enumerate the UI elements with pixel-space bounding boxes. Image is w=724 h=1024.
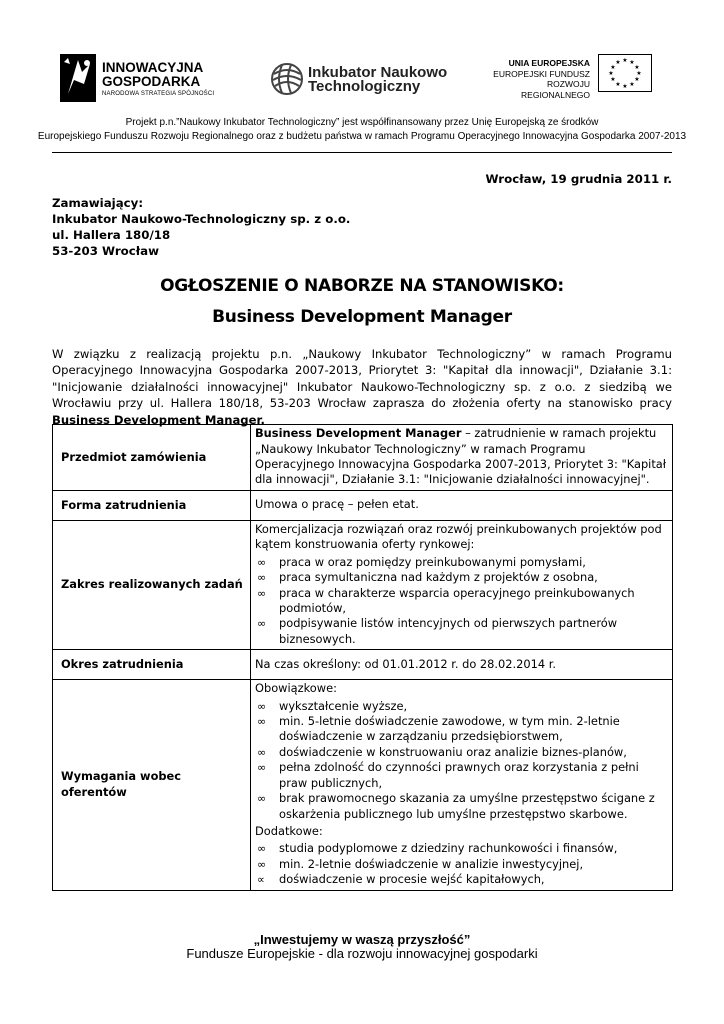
- job-details-table: [52, 424, 673, 891]
- cofinancing-note-line2: Europejskiego Funduszu Rozwoju Regionalnego oraz z budżetu państwa w ramach Programu Operacyjnego Innowacyjna Gospodarka 2007-2013: [37, 131, 687, 142]
- eu-flag-icon: [598, 54, 652, 92]
- position-title: Business Development Manager: [212, 307, 512, 327]
- list-item: [255, 714, 668, 745]
- list-item: [255, 699, 668, 714]
- orderer-city: 53-203 Wrocław: [52, 244, 160, 258]
- eu-line3: ROZWOJU REGIONALNEGO: [521, 79, 590, 100]
- list-item-text: studia podyplomowe z dziedziny rachunkowości i finansów,: [279, 841, 618, 856]
- list-item: [255, 841, 668, 856]
- svg-text:★: ★: [629, 81, 635, 88]
- svg-text:★: ★: [634, 64, 640, 71]
- mandatory-heading: Obowiązkowe:: [255, 681, 337, 696]
- list-item: [255, 745, 668, 760]
- scope-value: [251, 521, 673, 650]
- svg-text:★: ★: [610, 64, 616, 71]
- list-item: [255, 570, 668, 585]
- svg-text:★: ★: [629, 59, 635, 66]
- footer-funds: Fundusze Europejskie - dla rozwoju innowacyjnej gospodarki: [186, 946, 538, 961]
- int-line1: Inkubator Naukowo: [308, 64, 448, 81]
- table-row: [53, 650, 673, 680]
- list-item-text: wykształcenie wyższe,: [279, 698, 408, 713]
- period-value: Na czas określony: od 01.01.2012 r. do 28.02.2014 r.: [251, 650, 673, 680]
- list-item: [255, 872, 668, 887]
- subject-position: Business Development Manager: [255, 426, 462, 441]
- orderer-name: Inkubator Naukowo-Technologiczny sp. z o.o.: [52, 212, 351, 226]
- subject-label: Przedmiot zamówienia: [53, 425, 251, 491]
- innowacyjna-gospodarka-logo: [60, 52, 220, 110]
- scope-list: [255, 555, 668, 647]
- bullet-icon: ∞: [257, 571, 267, 585]
- list-item-text: min. 5-letnie doświadczenie zawodowe, w tym min. 2-letnie doświadczenie w zarządzaniu przedsiębiorstwem,: [279, 714, 620, 744]
- svg-text:★: ★: [610, 76, 616, 83]
- document-date: Wrocław, 19 grudnia 2011 r.: [485, 172, 672, 186]
- form-label: Forma zatrudnienia: [53, 491, 251, 521]
- additional-heading: Dodatkowe:: [255, 823, 323, 838]
- svg-text:★: ★: [622, 57, 628, 64]
- table-row: [53, 680, 673, 890]
- bullet-icon: ∞: [257, 792, 267, 806]
- orderer-street: ul. Hallera 180/18: [52, 228, 171, 242]
- list-item: [255, 857, 668, 872]
- bullet-icon: ∞: [257, 715, 267, 729]
- period-label: Okres zatrudnienia: [53, 650, 251, 680]
- svg-text:★: ★: [634, 76, 640, 83]
- scope-label: Zakres realizowanych zadań: [53, 521, 251, 650]
- svg-text:★: ★: [615, 81, 621, 88]
- form-value: Umowa o pracę – pełen etat.: [251, 491, 673, 521]
- ig-emblem-icon: [60, 54, 96, 102]
- list-item-text: doświadczenie w procesie wejść kapitałowych,: [279, 872, 545, 887]
- ig-line2: GOSPODARKA: [102, 74, 201, 89]
- svg-text:★: ★: [615, 59, 621, 66]
- list-item: [255, 555, 668, 570]
- globe-icon: [270, 62, 304, 96]
- footer-slogan: „Inwestujemy w waszą przyszłość”: [253, 932, 471, 947]
- intro-text: W związku z realizacją projektu p.n. „Naukowy Inkubator Technologiczny” w ramach Programu Operacyjnego Innowacyjna Gospodarka 2007-2013, Priorytet 3: "Kapitał dla innowacji", Działanie 3.1: "Inicjowanie działalności innowacyjnej" Inkubator Naukowo-Technologiczny sp. z o.o. z siedzibą we Wrocławiu przy ul. Hallera 180/18, 53-203 Wrocław zaprasza do złożenia oferty na stanowisko pracy: [52, 347, 672, 411]
- list-item: [255, 616, 668, 647]
- subject-text: – zatrudnienie w ramach projektu „Naukowy Inkubator Technologiczny” w ramach Programu Operacyjnego Innowacyjna Gospodarka 2007-2013, Priorytet 3: "Kapitał dla innowacji", Działanie 3.1: "Inicjowanie działalności innowacyjnej".: [255, 426, 667, 487]
- list-item-text: brak prawomocnego skazania za umyślne przestępstwo ścigane z oskarżenia publicznego lub umyślne przestępstwo skarbowe.: [279, 791, 655, 821]
- header-divider: [52, 152, 672, 153]
- list-item-text: praca symultaniczna nad każdym z projektów z osobna,: [279, 570, 598, 585]
- ig-line1: INNOWACYJNA: [102, 60, 204, 75]
- mandatory-list: [255, 699, 668, 822]
- table-row: [53, 425, 673, 491]
- eu-line1: UNIA EUROPEJSKA: [508, 58, 590, 68]
- list-item-text: pełna zdolność do czynności prawnych oraz korzystania z pełni praw publicznych,: [279, 760, 639, 790]
- orderer-label: Zamawiający:: [52, 196, 144, 210]
- list-item: [255, 760, 668, 791]
- list-item-text: podpisywanie listów intencyjnych od pierwszych partnerów biznesowych.: [279, 616, 618, 646]
- svg-text:★: ★: [622, 83, 628, 90]
- svg-text:★: ★: [636, 70, 642, 77]
- list-item-text: min. 2-letnie doświadczenie w analizie inwestycyjnej,: [279, 856, 584, 871]
- bullet-icon: ∞: [257, 857, 267, 871]
- requirements-value: [251, 680, 673, 890]
- intro-paragraph: [52, 346, 672, 428]
- bullet-icon: ∞: [257, 745, 267, 759]
- bullet-icon: ∞: [257, 761, 267, 775]
- bullet-icon: ∝: [257, 873, 265, 887]
- bullet-icon: ∞: [257, 555, 267, 569]
- additional-list: [255, 841, 668, 887]
- orderer-block: [52, 195, 350, 259]
- intro-position-name: Business Development Manager.: [52, 412, 265, 427]
- list-item: [255, 791, 668, 822]
- subject-value: [251, 425, 673, 491]
- bullet-icon: ∞: [257, 617, 267, 631]
- list-item-text: praca w oraz pomiędzy preinkubowanymi pomysłami,: [279, 554, 586, 569]
- list-item-text: doświadczenie w konstruowaniu oraz analizie biznes-planów,: [279, 744, 627, 759]
- requirements-label: Wymagania wobec oferentów: [53, 680, 251, 890]
- ig-line3: NARODOWA STRATEGIA SPÓJNOŚCI: [102, 91, 215, 97]
- eu-logo: [478, 54, 642, 100]
- scope-intro: Komercjalizacja rozwiązań oraz rozwój preinkubowanych projektów pod kątem konstruowania oferty rynkowej:: [255, 522, 662, 552]
- bullet-icon: ∞: [257, 586, 267, 600]
- int-line2: Technologiczny: [308, 78, 421, 95]
- svg-text:★: ★: [608, 70, 614, 77]
- table-row: [53, 521, 673, 650]
- bullet-icon: ∞: [257, 699, 267, 713]
- cofinancing-note-line1: Projekt p.n.”Naukowy Inkubator Technologiczny” jest współfinansowany przez Unię Europejską ze środków: [125, 117, 599, 128]
- eu-line2: EUROPEJSKI FUNDUSZ: [493, 68, 590, 79]
- list-item-text: praca w charakterze wsparcia operacyjnego preinkubowanych podmiotów,: [279, 585, 635, 616]
- list-item: [255, 586, 668, 617]
- table-row: [53, 491, 673, 521]
- bullet-icon: ∞: [257, 842, 267, 856]
- announcement-title: OGŁOSZENIE O NABORZE NA STANOWISKO:: [160, 276, 564, 296]
